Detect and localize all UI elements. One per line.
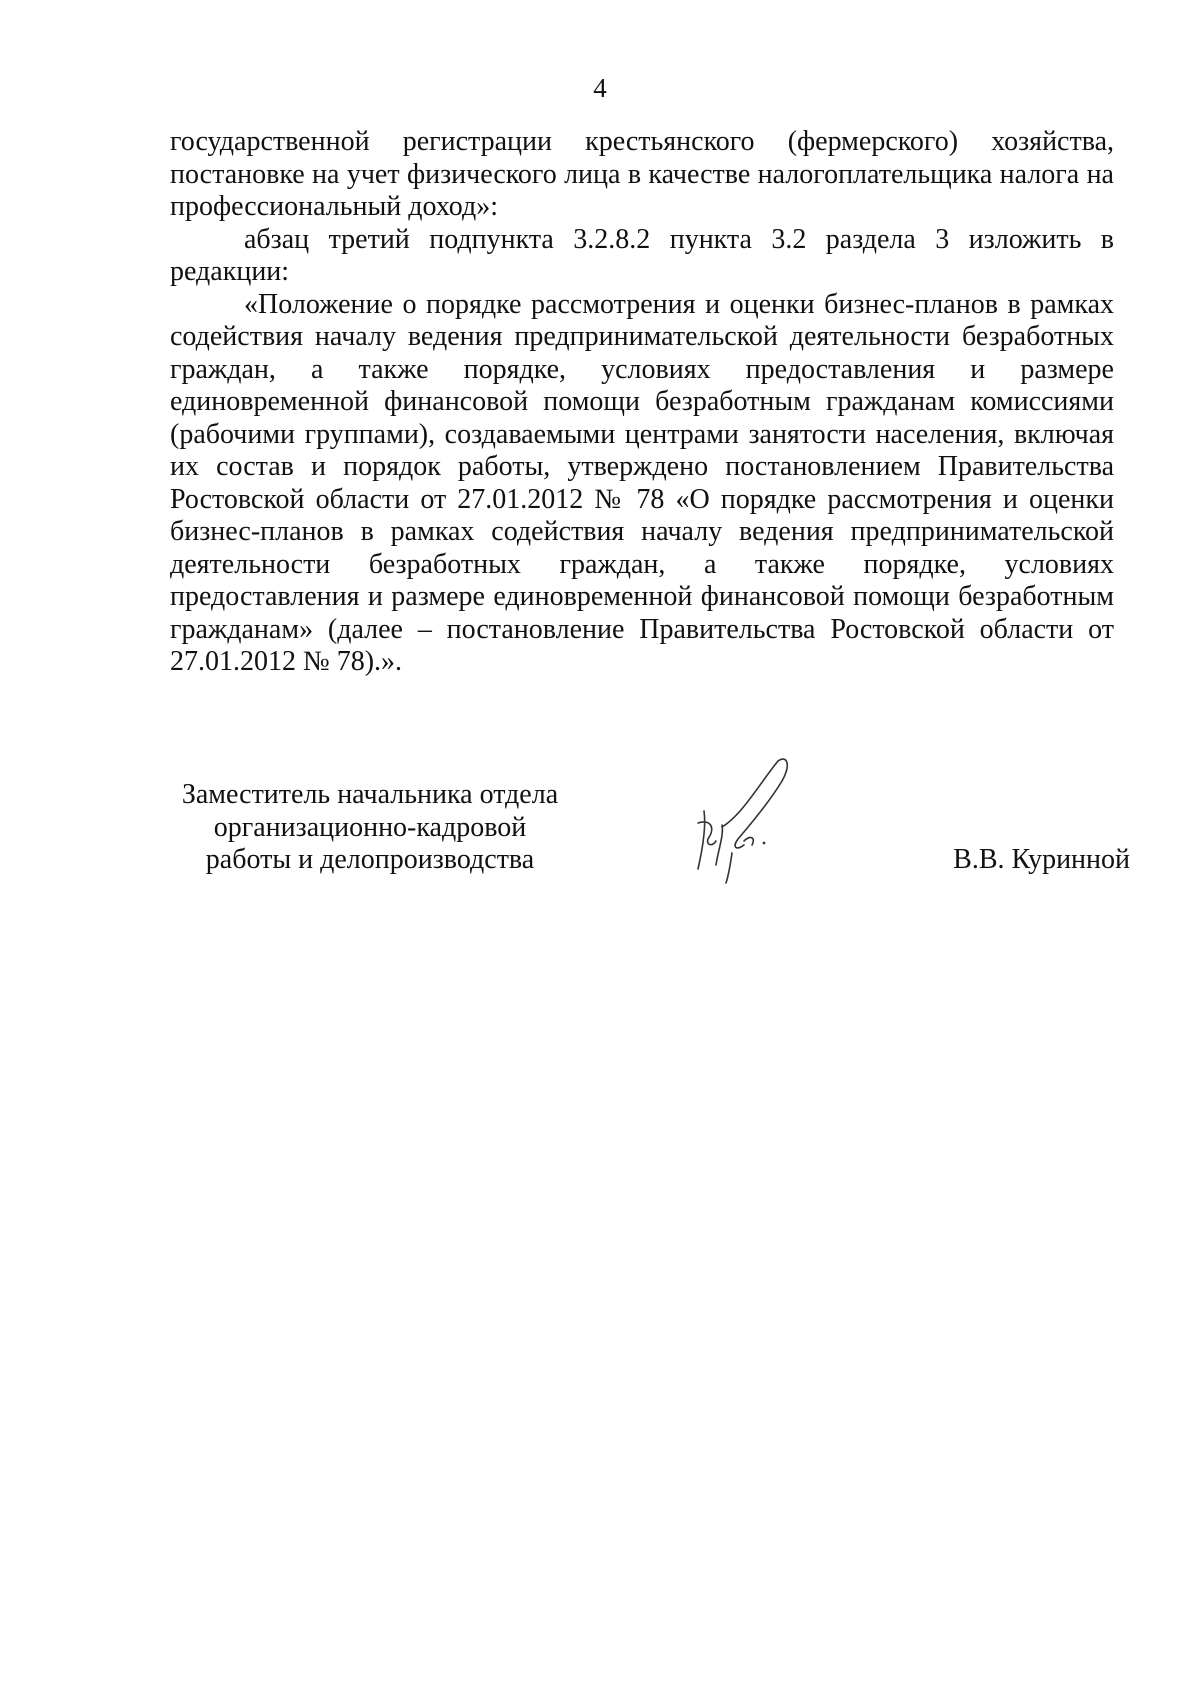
signatory-position-line: Заместитель начальника отдела [181, 779, 559, 810]
handwritten-signature [686, 755, 816, 885]
signatory-position-line: организационно-кадровой [213, 811, 527, 843]
paragraph-continuation: государственной регистрации крестьянского (фермерского) хозяйства, постановке на учет физического лица в качестве налогоплательщика налога на профессиональный доход»: [170, 126, 1114, 222]
document-body [170, 126, 1114, 679]
signatory-position-line: работы и делопроизводства [205, 844, 535, 875]
paragraph-amendment-text: «Положение о порядке рассмотрения и оценки бизнес-планов в рамках содействия началу ведения предпринимательской деятельности безработных граждан, а также порядке, условиях предоставления и размере единовременной финансовой помощи безработным гражданам комиссиями (рабочими группами), создаваемыми центрами занятости населения, включая их состав и порядок работы, утверждено постановлением Правительства Ростовской области от 27.01.2012 № 78 «О порядке рассмотрения и оценки бизнес-планов в рамках содействия началу ведения предпринимательской деятельности безработных граждан, а также порядке, условиях предоставления и размере единовременной финансовой помощи безработным гражданам» (далее – постановление Правительства Ростовской области от 27.01.2012 № 78).». [170, 288, 1114, 677]
paragraph-amendment-instruction: абзац третий подпункта 3.2.8.2 пункта 3.2 раздела 3 изложить в редакции: [170, 223, 1114, 287]
signatory-name: В.В. Куринной [953, 844, 1130, 875]
signatory-position [170, 779, 570, 877]
page-number: 4 [593, 73, 607, 103]
signature-block [170, 779, 1130, 919]
